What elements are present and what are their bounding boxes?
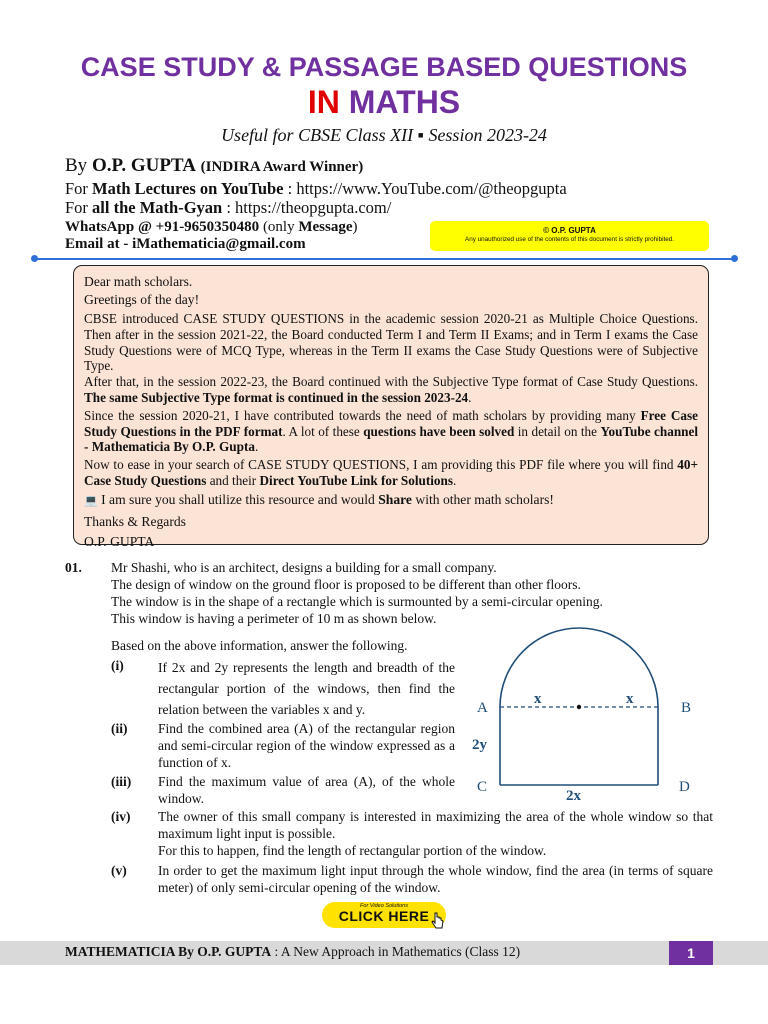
email-line (65, 234, 306, 254)
letter-paragraph-3: Since the session 2020-21, I have contributed towards the need of math scholars by providing many Free Case Study Questions in the PDF format. A lot of these questions have been solved in detail on the YouTube channel - Mathematicia By O.P. Gupta. (84, 407, 699, 455)
label-d: D (679, 779, 690, 795)
question-line: The design of window on the ground floor is proposed to be different than other floors. (111, 577, 581, 592)
part-text: In order to get the maximum light input through the whole window, find the area (in terms of square meter) of only semi-circular opening of the window. (158, 863, 713, 895)
part-text: The owner of this small company is interested in maximizing the area of the whole window so that maximum light input is possible. For this to happen, find the length of rectangular portion of the window. (158, 809, 713, 858)
website-label: all the Math-Gyan (92, 198, 223, 217)
author-award: (INDIRA Award Winner) (200, 159, 364, 175)
label-b: B (681, 700, 692, 716)
part-number: (iii) (111, 774, 132, 789)
letter-greeting: Dear math scholars. (84, 274, 193, 289)
label-c: C (477, 779, 488, 795)
question-line: The window is in the shape of a rectangle which is surmounted by a semi-circular opening. (111, 594, 603, 609)
part-number: (iv) (111, 809, 131, 824)
cursor-hand-icon (430, 912, 446, 930)
question-number: 01. (65, 560, 82, 575)
center-point (577, 705, 581, 709)
part-text: Find the maximum value of area (A), of the whole window. (158, 774, 455, 806)
letter-paragraph-2: After that, in the session 2022-23, the Board continued with the Subjective Type format of Case Study Questions. The same Subjective Type format is continued in the session 2023-24. (84, 374, 698, 405)
website-link[interactable]: : https://theopgupta.com/ (226, 198, 392, 217)
letter-greeting2: Greetings of the day! (84, 292, 200, 307)
letter-thanks: Thanks & Regards (84, 513, 186, 529)
question-line: This window is having a perimeter of 10 m as shown below. (111, 611, 437, 626)
video-solution-button[interactable]: For Video Solutions CLICK HERE (322, 902, 446, 928)
copyright-notice: © O.P. GUPTA Any unauthorized use of the contents of this document is strictly prohibited. (430, 221, 709, 251)
whatsapp-line: WhatsApp @ +91-9650350480 (only Message) (65, 219, 358, 235)
author-name: O.P. GUPTA (91, 155, 196, 176)
part-number: (i) (111, 658, 124, 673)
intro-letter (73, 265, 709, 549)
divider-dot-left (31, 255, 38, 262)
letter-paragraph-1: CBSE introduced CASE STUDY QUESTIONS in the academic session 2020-21 as Multiple Choice Questions. Then after in the session 2021-22, the Board conducted Term I and Term II Exams; and in Term I exams the Case Study Questions were of MCQ Type, whereas in the Term II exams the Case Study Questions were of Subjective Type. (84, 311, 698, 374)
part-text: Find the combined area (A) of the rectangular region and semi-circular region of the window expressed as a function of x. (158, 721, 455, 770)
document-title: CASE STUDY & PASSAGE BASED QUESTIONS (80, 52, 688, 82)
website-line: For all the Math-Gyan : https://theopgupta.com/ (65, 198, 392, 217)
label-2x: 2x (566, 788, 581, 804)
document-title-line2 (0, 84, 768, 121)
label-x-right: x (626, 691, 634, 707)
window-diagram (466, 625, 716, 805)
letter-signature: O.P. GUPTA (84, 533, 155, 549)
author-line: By O.P. GUPTA (INDIRA Award Winner) (65, 155, 364, 176)
semicircle-arc (500, 628, 658, 707)
part-number: (ii) (111, 721, 128, 736)
question-intro: Based on the above information, answer the following. (111, 638, 408, 653)
email-address[interactable]: Email at - iMathematicia@gmail.com (65, 236, 306, 252)
header-divider (34, 258, 736, 260)
whatsapp-number[interactable]: WhatsApp @ +91-9650350480 (65, 219, 260, 235)
part-number: (v) (111, 863, 127, 878)
semicircle-guide (500, 625, 658, 708)
question-line: Mr Shashi, who is an architect, designs a building for a small company. (111, 560, 497, 575)
label-a: A (477, 700, 488, 716)
label-x-left: x (534, 691, 542, 707)
computer-icon: 💻 (84, 494, 98, 507)
footer-text: MATHEMATICIA By O.P. GUPTA : A New Approach in Mathematics (Class 12) (65, 944, 521, 959)
page-number: 1 (669, 941, 713, 965)
part-text: If 2x and 2y represents the length and breadth of the rectangular portion of the windows, then find the relation between the variables x and y. (158, 660, 455, 717)
divider-dot-right (731, 255, 738, 262)
title-in: IN (307, 84, 340, 120)
letter-paragraph-5: 💻 I am sure you shall utilize this resource and would Share with other math scholars! (84, 491, 554, 507)
youtube-line: For Math Lectures on YouTube : https://www.YouTube.com/@theopgupta (65, 179, 567, 198)
letter-paragraph-4: Now to ease in your search of CASE STUDY QUESTIONS, I am providing this PDF file where you will find 40+ Case Study Questions and their Direct YouTube Link for Solutions. (84, 457, 698, 488)
document-subtitle: Useful for CBSE Class XII ▪ Session 2023-24 (221, 125, 547, 145)
title-maths: MATHS (348, 84, 461, 120)
youtube-link[interactable]: : https://www.YouTube.com/@theopgupta (287, 179, 567, 198)
youtube-channel-name: YouTube channel - Mathematicia By O.P. Gupta (84, 423, 699, 455)
youtube-label: Math Lectures on YouTube (92, 179, 284, 198)
label-2y: 2y (472, 737, 487, 753)
